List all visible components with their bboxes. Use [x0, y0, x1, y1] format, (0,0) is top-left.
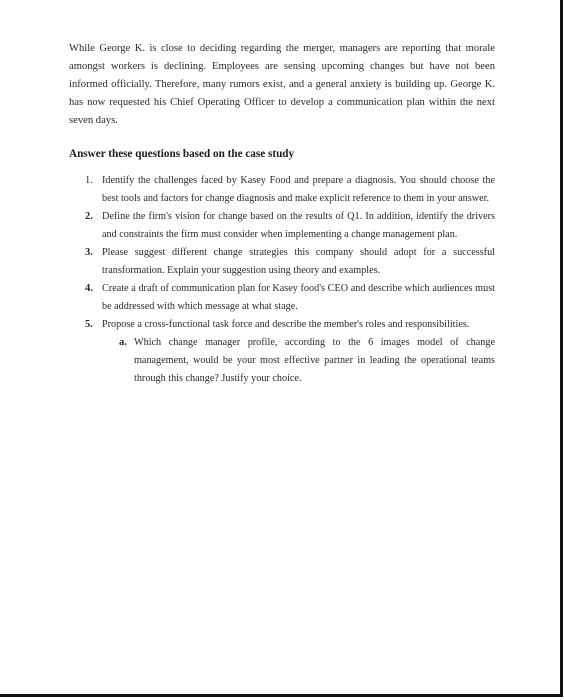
question-text: Please suggest different change strategies this company should adopt for a successful transformation. Explain your suggestion using theory and examples. [102, 247, 495, 276]
sub-question-item-a [102, 334, 495, 388]
section-heading: Answer these questions based on the case study [69, 148, 295, 160]
question-number: 2. [85, 211, 93, 222]
question-item-2 [69, 208, 495, 244]
question-list [69, 172, 495, 388]
sub-question-list [102, 334, 495, 388]
question-item-4 [69, 280, 495, 316]
question-item-1 [69, 172, 495, 208]
question-text: Define the firm's vision for change based on the results of Q1. In addition, identify the drivers and constraints the firm must consider when implementing a change management plan. [102, 211, 495, 240]
question-number: 3. [85, 247, 93, 258]
sub-question-text: Which change manager profile, according to the 6 images model of change management, would be your most effective partner in leading the operational teams through this change? Justify your choice. [134, 337, 495, 384]
document-content [69, 40, 495, 388]
question-text: Propose a cross-functional task force and describe the member's roles and responsibilities. [102, 319, 470, 330]
question-text: Identify the challenges faced by Kasey Food and prepare a diagnosis. You should choose the best tools and factors for change diagnosis and make explicit reference to them in your answer. [102, 175, 495, 204]
question-number: 4. [85, 283, 93, 294]
intro-paragraph: While George K. is close to deciding regarding the merger, managers are reporting that morale amongst workers is declining. Employees are sensing upcoming changes but have not been informed officially. Therefore, many rumors exist, and a general anxiety is building up. George K. has now requested his Chief Operating Officer to develop a communication plan within the next seven days. [69, 43, 495, 126]
sub-question-letter: a. [119, 337, 127, 348]
question-item-5 [69, 316, 495, 388]
question-item-3 [69, 244, 495, 280]
question-text: Create a draft of communication plan for Kasey food's CEO and describe which audiences must be addressed with which message at what stage. [102, 283, 495, 312]
question-number: 5. [85, 319, 93, 330]
question-number: 1. [85, 175, 93, 186]
